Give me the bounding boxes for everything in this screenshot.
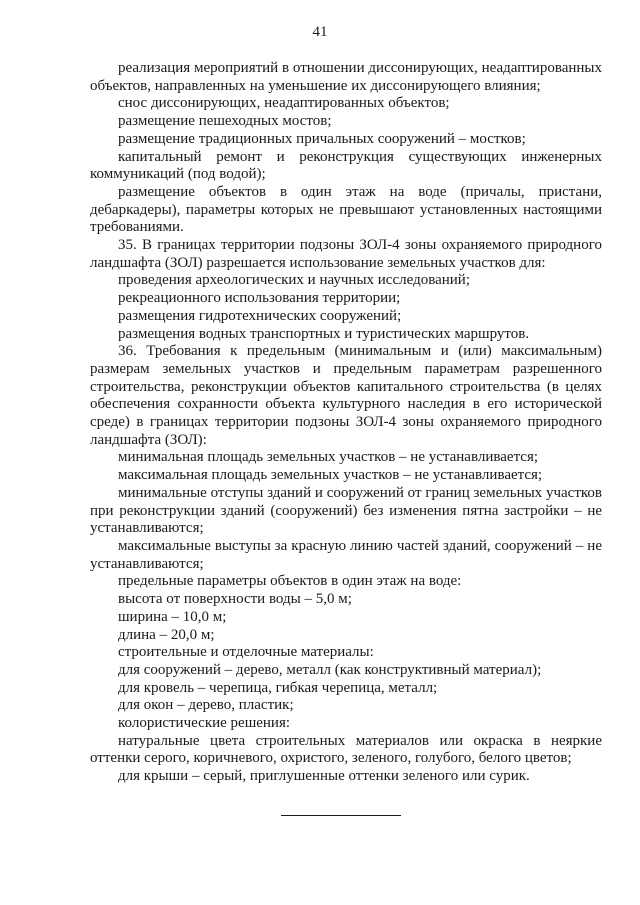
document-body (90, 60, 602, 786)
paragraph: размещения водных транспортных и туристических маршрутов. (118, 325, 530, 342)
page-number: 41 (312, 24, 328, 40)
paragraph: для крыши – серый, приглушенные оттенки зеленого или сурик. (118, 768, 530, 785)
paragraph: размещение традиционных причальных сооружений – мостков; (118, 130, 526, 147)
paragraph: минимальные отступы зданий и сооружений от границ земельных участков при реконструкции зданий (сооружений) без изменения пятна застройки – не устанавливаются; (90, 484, 602, 537)
paragraph: колористические решения: (118, 715, 291, 732)
paragraph: капитальный ремонт и реконструкция существующих инженерных коммуникаций (под водой); (90, 148, 602, 183)
paragraph: размещение объектов в один этаж на воде (причалы, пристани, дебаркадеры), параметры которых не превышают установленных настоящими требованиями. (90, 183, 602, 236)
paragraph: проведения археологических и научных исследований; (118, 272, 470, 289)
paragraph: рекреационного использования территории; (118, 290, 401, 307)
paragraph: снос диссонирующих, неадаптированных объектов; (118, 95, 450, 112)
paragraph: высота от поверхности воды – 5,0 м; (118, 591, 352, 608)
paragraph: минимальная площадь земельных участков – не устанавливается; (118, 449, 539, 466)
paragraph: ширина – 10,0 м; (118, 608, 227, 625)
paragraph: 35. В границах территории подзоны ЗОЛ-4 зоны охраняемого природного ландшафта (ЗОЛ) разрешается использование земельных участков для: (90, 237, 602, 271)
paragraph: 36. Требования к предельным (минимальным и (или) максимальным) размерам земельных участков и предельным параметрам разрешенного строительства, реконструкции объектов капитального строительства (в целях обеспечения сохранности объекта культурного наследия в его исторической среде) в границах территории подзоны ЗОЛ-4 зоны охраняемого природного ландшафта (ЗОЛ): (90, 343, 602, 448)
paragraph: для кровель – черепица, гибкая черепица, металл; (118, 679, 438, 696)
paragraph: для сооружений – дерево, металл (как конструктивный материал); (118, 661, 542, 678)
paragraph: реализация мероприятий в отношении диссонирующих, неадаптированных объектов, направленных на уменьшение их диссонирующего влияния; (90, 60, 602, 94)
paragraph: максимальные выступы за красную линию частей зданий, сооружений – не устанавливаются; (90, 537, 602, 572)
paragraph: максимальная площадь земельных участков – не устанавливается; (118, 467, 543, 484)
paragraph: предельные параметры объектов в один этаж на воде: (118, 573, 462, 590)
paragraph: для окон – дерево, пластик; (118, 697, 294, 714)
paragraph: натуральные цвета строительных материалов или окраска в неяркие оттенки серого, коричневого, охристого, зеленого, голубого, белого цветов; (90, 732, 602, 767)
paragraph: размещения гидротехнических сооружений; (118, 307, 402, 324)
end-divider (281, 815, 401, 816)
paragraph: размещение пешеходных мостов; (118, 113, 332, 130)
paragraph: длина – 20,0 м; (118, 626, 215, 643)
paragraph: строительные и отделочные материалы: (118, 644, 374, 661)
